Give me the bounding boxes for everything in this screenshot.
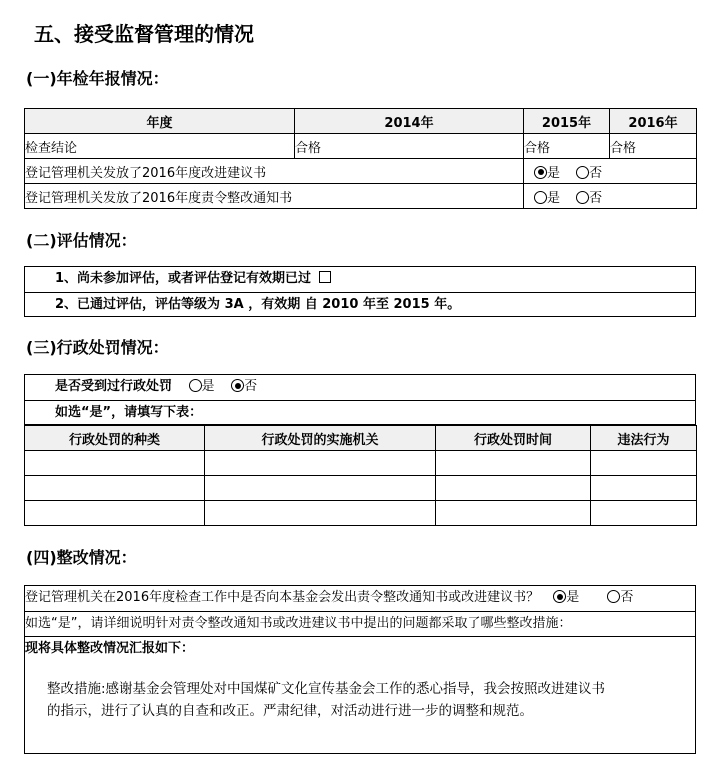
rectification-notice-label: 登记管理机关发放了2016年度责令整改通知书 — [25, 184, 524, 209]
penalty-col-violation: 违法行为 — [591, 426, 697, 451]
advice-yes-radio[interactable] — [534, 166, 547, 179]
table-row — [25, 451, 697, 476]
rectification-yes-label: 是 — [566, 590, 580, 605]
rectification-question-row — [25, 586, 695, 610]
advice-yes-label: 是 — [547, 165, 561, 181]
section-evaluation-heading: (二)评估情况： — [26, 231, 137, 250]
rectification-measures — [47, 678, 605, 722]
penalty-no-radio[interactable] — [231, 379, 244, 392]
notice-no-radio[interactable] — [576, 191, 589, 204]
evaluation-line-1-text: 1、尚未参加评估，或者评估登记有效期已过 — [55, 271, 312, 286]
penalty-table — [24, 425, 697, 526]
not-evaluated-checkbox[interactable] — [319, 271, 331, 283]
rectification-yes-radio[interactable] — [553, 590, 566, 603]
notice-yes-radio[interactable] — [534, 191, 547, 204]
notice-yes-label: 是 — [547, 190, 561, 206]
penalty-question-box — [24, 374, 696, 425]
header-year: 年度 — [25, 109, 295, 134]
penalty-yes-radio[interactable] — [189, 379, 202, 392]
evaluation-box — [24, 266, 696, 317]
penalty-col-authority: 行政处罚的实施机关 — [205, 426, 436, 451]
penalty-question-text: 是否受到过行政处罚 — [55, 379, 173, 394]
penalty-yes-label: 是 — [201, 379, 215, 394]
check-result-2016: 合格 — [610, 134, 697, 159]
annual-inspection-table — [24, 108, 697, 209]
header-2016: 2016年 — [610, 109, 697, 134]
penalty-question-row — [25, 375, 695, 399]
table-row — [25, 501, 697, 526]
header-2014: 2014年 — [295, 109, 524, 134]
evaluation-line-1 — [25, 267, 695, 291]
penalty-col-type: 行政处罚的种类 — [25, 426, 205, 451]
rectification-no-label: 否 — [620, 590, 634, 605]
section-rectification-heading: (四)整改情况： — [26, 548, 137, 567]
evaluation-line-2: 2、已通过评估，评估等级为 3A ，有效期 自 2010 年至 2015 年。 — [25, 292, 695, 316]
advice-no-radio[interactable] — [576, 166, 589, 179]
rectification-notice-options — [524, 184, 697, 209]
section-penalty-heading: (三)行政处罚情况： — [26, 338, 169, 357]
rectification-explain-instruction: 如选“是”，请详细说明针对责令整改通知书或改进建议书中提出的问题都采取了哪些整改措施： — [25, 611, 695, 635]
rectification-no-radio[interactable] — [607, 590, 620, 603]
rectification-box — [24, 585, 696, 754]
rectification-question-text: 登记管理机关在2016年度检查工作中是否向本基金会发出责令整改通知书或改进建议书？ — [25, 590, 540, 605]
notice-no-label: 否 — [589, 190, 603, 206]
rectification-measures-line-1: 整改措施:感谢基金会管理处对中国煤矿文化宣传基金会工作的悉心指导，我会按照改进建议书 — [47, 681, 606, 697]
advice-no-label: 否 — [589, 165, 603, 181]
header-2015: 2015年 — [524, 109, 610, 134]
check-result-2015: 合格 — [524, 134, 610, 159]
rectification-report-title: 现将具体整改情况汇报如下： — [25, 636, 695, 660]
check-result-label: 检查结论 — [25, 134, 295, 159]
penalty-col-time: 行政处罚时间 — [436, 426, 591, 451]
advice-letter-options — [524, 159, 697, 184]
penalty-fill-instruction: 如选“是”，请填写下表： — [25, 400, 695, 424]
penalty-no-label: 否 — [244, 379, 258, 394]
page-title: 五、接受监督管理的情况 — [34, 22, 254, 46]
rectification-measures-line-2: 的指示，进行了认真的自查和改正。严肃纪律，对活动进行进一步的调整和规范。 — [47, 703, 533, 719]
advice-letter-label: 登记管理机关发放了2016年度改进建议书 — [25, 159, 524, 184]
table-row — [25, 476, 697, 501]
check-result-2014: 合格 — [295, 134, 524, 159]
section-annual-inspection-heading: (一)年检年报情况： — [26, 69, 169, 88]
